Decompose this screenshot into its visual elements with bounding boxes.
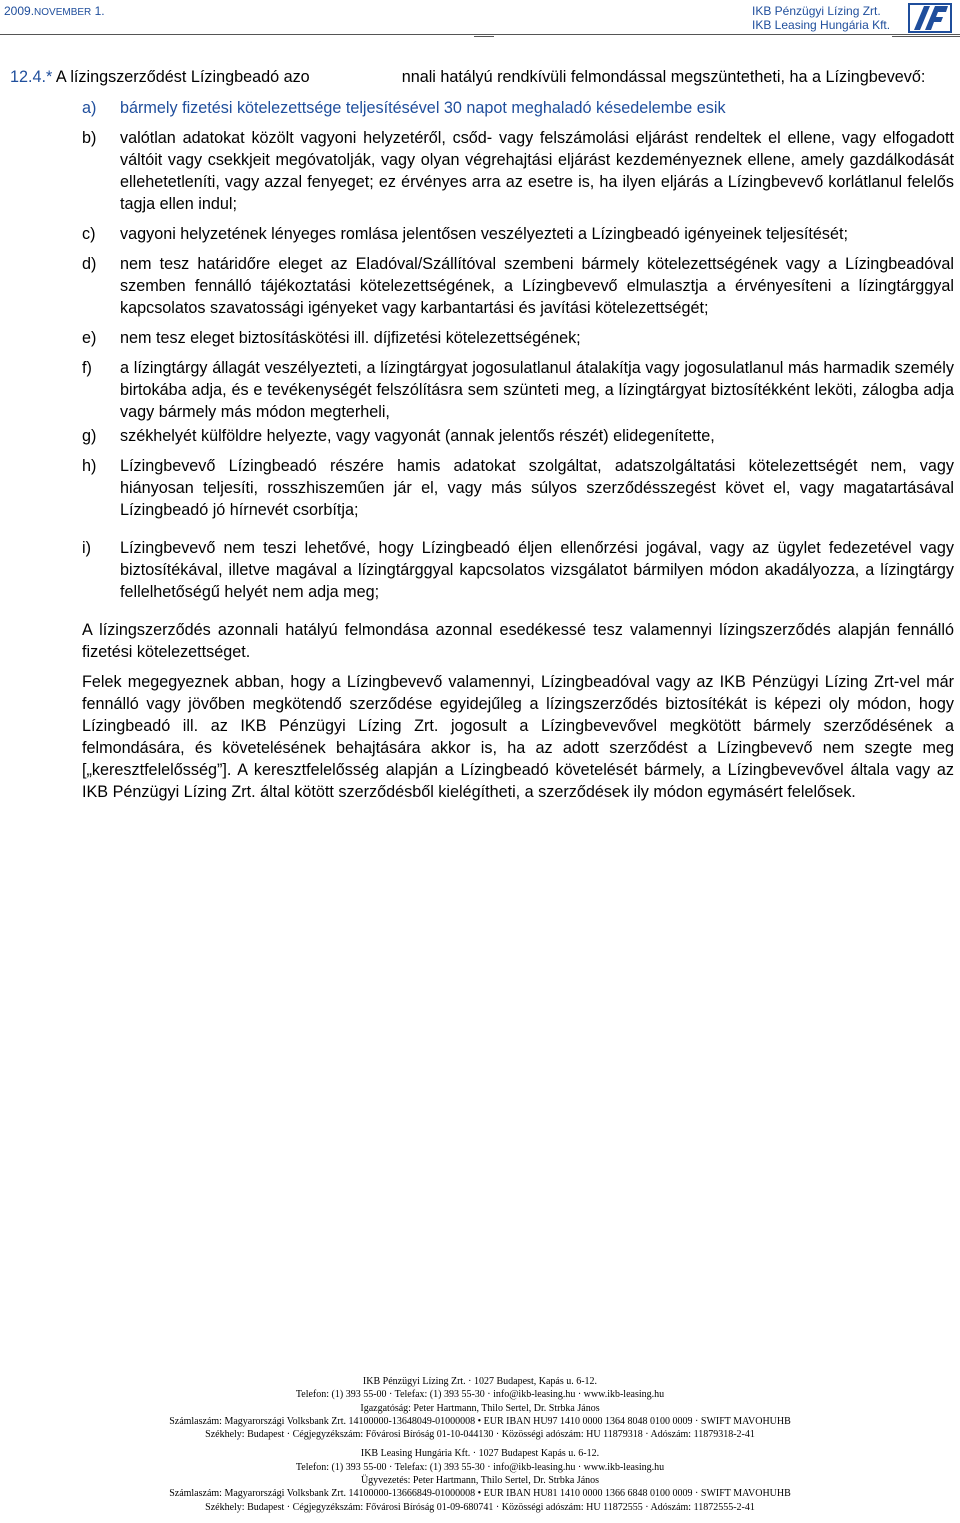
footer-line: Számlaszám: Magyarországi Volksbank Zrt. 14100000-13666849-01000008 • EUR IBAN HU81 1410 0000 1366 6848 0100 0009 · SWIFT MAVOHUHB [169,1488,791,1500]
list-item-text: nem tesz határidőre eleget az Eladóval/Szállítóval szembeni bármely kötelezettségének vagy a Lízingbeadóval szemben fennálló tájékoztatási kötelezettségének, a Lízingbevevő elmulasztja a érvényesíteni a lízingtárggyal kapcsolatos szavatossági igényeket vagy karbantartási és javítási kötelezettségét; [120,255,954,317]
list-item-label: f) [82,359,92,377]
date-month: NOVEMBER [34,7,92,18]
list-item [82,327,954,349]
section-intro-part2: nnali hatályú rendkívüli felmondással megszüntetheti, ha a Lízingbevevő: [401,68,926,86]
list-item-text: székhelyét külföldre helyezte, vagy vagyonát (annak jelentős részét) elidegenítette, [120,427,715,445]
footer-line: Telefon: (1) 393 55-00 · Telefax: (1) 393 55-30 · info@ikb-leasing.hu · www.ikb-leasing.hu [295,1461,665,1473]
footer-line: IKB Pénzügyi Lízing Zrt. · 1027 Budapest, Kapás u. 6-12. [362,1376,598,1387]
date-year: 2009. [4,4,35,18]
footer-line: Ügyvezetés: Peter Hartmann, Thilo Sertel, Dr. Strbka János [360,1475,600,1487]
list-item [82,425,954,447]
header-rule [0,34,960,35]
ikb-logo-icon [908,3,952,33]
list-item-label: d) [82,255,97,273]
header-date [4,4,105,18]
list-item [82,223,954,245]
footer-line: Székhely: Budapest · Cégjegyzékszám: Fővárosi Bíróság 01-09-680741 · Közösségi adószám: HU 11872555 · Adószám: 11872555-2-41 [205,1501,755,1513]
list-item-label: e) [82,329,97,347]
list-item-label: g) [82,427,97,445]
document-body [10,66,954,811]
company-name-2: IKB Leasing Hungária Kft. [752,18,891,32]
list-item-text: Lízingbevevő nem teszi lehetővé, hogy Lízingbeadó éljen ellenőrzési jogával, vagy az ügylet fedezetével vagy biztosítékával, illetve magával a lízingtárggyal kapcsolatos vizsgálatot bármilyen módon akadályozza, a lízingtárgy fellelhetőségű helyét nem adja meg; [120,539,954,601]
date-day: 1. [91,4,105,18]
list-item-label: c) [82,225,96,243]
list-item [82,253,954,319]
paragraph-immediate-termination: A lízingszerződés azonnali hatályú felmondása azonnal esedékessé tesz valamennyi lízingszerződés alapján fennálló fizetési kötelezettséget. [82,621,954,661]
list-item-text: vagyoni helyzetének lényeges romlása jelentősen veszélyezteti a Lízingbeadó igényeinek teljesítését; [120,225,848,243]
footer-block-ikb-leasing [0,1447,960,1513]
section-intro-part1: A lízingszerződést Lízingbeadó azo [52,68,310,86]
header-rule-logo [892,36,960,37]
header-company [752,4,890,32]
list-item-text: bármely fizetési kötelezettsége teljesítésével 30 napot meghaladó késedelembe esik [120,99,726,117]
footer-line: IKB Leasing Hungária Kft. · 1027 Budapest Kapás u. 6-12. [360,1448,600,1460]
section-number: 12.4.* [10,68,53,86]
list-item-label: b) [82,129,97,147]
list-item [82,97,954,119]
list-item-text: valótlan adatokat közölt vagyoni helyzetéről, csőd- vagy felszámolási eljárást rendeltek el ellene, vagy elfogadott váltóit vagy csekkjeit megóvatolják, vagy olyan végrehajtási eljárást kezdeményeznek ellene, amely gazdálkodását ellehetetleníti, vagy azzal fenyeget; ez érvényes arra az esetre is, ha ilyen eljárás a Lízingbevevő korlátlanul felelős tagja ellen indul; [120,129,954,213]
footer-line: Telefon: (1) 393 55-00 · Telefax: (1) 393 55-30 · info@ikb-leasing.hu · www.ikb-leasing.hu [295,1389,665,1401]
list-item-label: h) [82,457,97,475]
list-item-text: Lízingbevevő Lízingbeadó részére hamis adatokat szolgáltat, adatszolgáltatási kötelezettségét nem, vagy hiányosan teljesíti, rosszhiszeműen jár el, vagy más súlyos szerződésszegést követ el, vagy magatartásával Lízingbeadó jó hírnevét csorbítja; [120,457,954,519]
footer-line: Igazgatóság: Peter Hartmann, Thilo Sertel, Dr. Strbka János [360,1402,600,1414]
list-item-text: a lízingtárgy állagát veszélyezteti, a lízingtárgyat jogosulatlanul átalakítja vagy jogosulatlanul más harmadik személy birtokába adja, és e tevékenységét felszólításra sem szünteti meg, a lízingtárgyat biztosítékként leköti, zálogba adja vagy bármely más módon megterheli, [120,359,954,421]
paragraph-cross-liability: Felek megegyeznek abban, hogy a Lízingbevevő valamennyi, Lízingbeadóval vagy az IKB Pénzügyi Lízing Zrt-vel már fennálló vagy jövőben megkötendő szerződése egyidejűleg a lízingszerződés biztosítékát is képezi oly módon, hogy Lízingbeadó ill. az IKB Pénzügyi Lízing Zrt. jogosult a Lízingbevevővel megkötött bármely szerződésének a felmondására, és követelésének behajtására akkor is, ha az adott szerződést a Lízingbevevő nem szegte meg [„keresztfelelősség”]. A keresztfelelősség alapján a Lízingbeadó követelését bármely, a Lízingbevevővel általa vagy az IKB Pénzügyi Lízing Zrt. által kötött szerződésből kielégítheti, a szerződések ily módon egymásért felelősek. [82,673,954,801]
header-rule-short [474,36,494,37]
footer-block-ikb-penzugyi [0,1375,960,1441]
list-item [82,537,954,603]
list-item-text: nem tesz eleget biztosításkötési ill. díjfizetési kötelezettségének; [120,329,581,347]
company-name-1: IKB Pénzügyi Lízing Zrt. [752,4,881,18]
list-item [82,357,954,423]
list-item-label: i) [82,539,91,557]
section-intro [10,66,954,88]
list-item [82,455,954,521]
termination-conditions-list [82,97,954,603]
page-footer [0,1375,960,1520]
footer-line: Számlaszám: Magyarországi Volksbank Zrt. 14100000-13648049-01000008 • EUR IBAN HU97 1410 0000 1364 8048 0100 0009 · SWIFT MAVOHUHB [169,1415,791,1427]
footer-line: Székhely: Budapest · Cégjegyzékszám: Fővárosi Bíróság 01-10-044130 · Közösségi adószám: HU 11879318 · Adószám: 11879318-2-41 [205,1429,755,1441]
list-item [82,127,954,215]
list-item-label: a) [82,99,97,117]
